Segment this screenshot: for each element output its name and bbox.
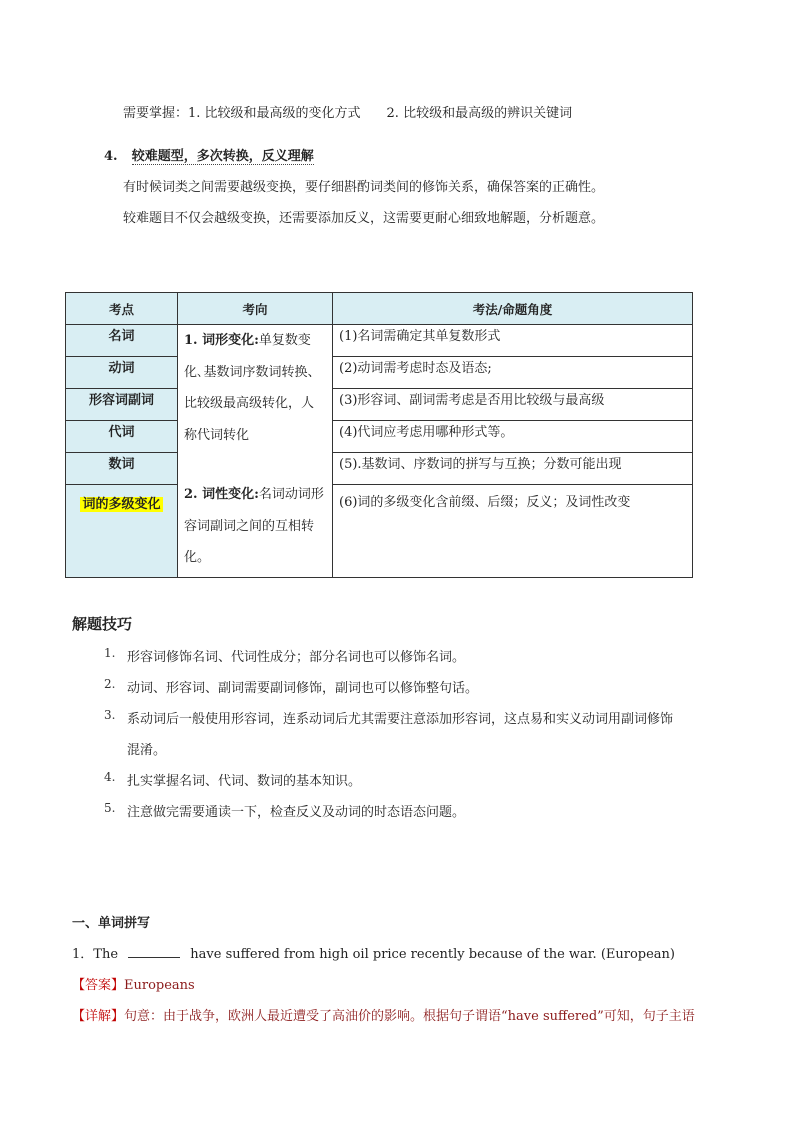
answer-line <box>72 974 195 993</box>
point-multilevel <box>66 485 178 578</box>
point-adj-adv: 形容词副词 <box>66 389 178 421</box>
detail-text: 句意：由于战争，欧洲人最近遭受了高油价的影响。根据句子谓语“have suffered”可知，句子主语 <box>124 1009 695 1024</box>
table-row <box>66 325 693 357</box>
table-header-row <box>66 293 693 325</box>
tip-item-3 <box>104 708 674 727</box>
header-method: 考法/命题角度 <box>333 293 693 325</box>
method-1: (1)名词需确定其单复数形式 <box>333 325 693 357</box>
table-row <box>66 421 693 453</box>
exam-points-table <box>65 292 693 578</box>
tip-text: 系动词后一般使用形容词，连系动词后尤其需要注意添加形容词，这点易和实义动词用副词修饰 <box>127 712 674 727</box>
tip-text: 动词、形容词、副词需要副词修饰，副词也可以修饰整句话。 <box>127 681 479 696</box>
item4-heading <box>104 145 314 164</box>
tip-item-1 <box>104 646 466 665</box>
direction-block-1 <box>184 325 326 451</box>
answer-value: Europeans <box>124 978 195 993</box>
header-direction: 考向 <box>178 293 333 325</box>
item4-paragraph-2: 较难题目不仅会越级变换，还需要添加反义，这需要更耐心细致地解题，分析题意。 <box>123 211 605 226</box>
direction-block-2 <box>184 479 326 574</box>
direction2-label: 2. 词性变化: <box>184 487 259 502</box>
item4-paragraph-1: 有时候词类之间需要越级变换，要仔细斟酌词类间的修饰关系，确保答案的正确性。 <box>123 180 605 195</box>
tip-text: 注意做完需要通读一下，检查反义及动词的时态语态问题。 <box>127 805 466 820</box>
tip-number: 3. <box>104 708 116 722</box>
method-6: (6)词的多级变化含前缀、后缀；反义；及词性改变 <box>333 485 693 578</box>
tip-item-4 <box>104 770 362 789</box>
direction1-text: 单复数变化､基数词序数词转换、比较级最高级转化，人称代词转化 <box>184 333 321 443</box>
method-4: (4)代词应考虑用哪种形式等。 <box>333 421 693 453</box>
answer-blank <box>128 946 180 958</box>
tip-item-3-continued: 混淆。 <box>127 743 167 758</box>
item4-title: 较难题型，多次转换，反义理解 <box>131 149 314 164</box>
tip-number: 5. <box>104 801 116 815</box>
header-point: 考点 <box>66 293 178 325</box>
point-pronoun: 代词 <box>66 421 178 453</box>
mastery-line: 需要掌握：1. 比较级和最高级的变化方式 2. 比较级和最高级的辨识关键词 <box>123 106 573 121</box>
tip-item-2 <box>104 677 479 696</box>
tip-number: 4. <box>104 770 116 784</box>
direction1-label: 1. 词形变化: <box>184 333 259 348</box>
point-verb: 动词 <box>66 357 178 389</box>
direction2-text: 名词动词形容词副词之间的互相转化。 <box>184 487 324 565</box>
question-text: have suffered from high oil price recently because of the war. (European) <box>190 947 676 962</box>
point-multilevel-highlight: 词的多级变化 <box>82 497 161 512</box>
direction-cell <box>178 325 333 578</box>
question-1 <box>72 943 675 962</box>
exercise-section-title: 一、单词拼写 <box>72 916 151 931</box>
tip-number: 2. <box>104 677 116 691</box>
detail-tag: 【详解】 <box>72 1009 125 1024</box>
method-2: (2)动词需考虑时态及语态; <box>333 357 693 389</box>
tip-item-5 <box>104 801 466 820</box>
table-row <box>66 453 693 485</box>
item4-number: 4. <box>104 149 118 164</box>
method-3: (3)形容词、副词需考虑是否用比较级与最高级 <box>333 389 693 421</box>
point-noun: 名词 <box>66 325 178 357</box>
tips-title: 解题技巧 <box>72 615 133 633</box>
table-row <box>66 357 693 389</box>
point-numeral: 数词 <box>66 453 178 485</box>
method-5: (5).基数词、序数词的拼写与互换；分数可能出现 <box>333 453 693 485</box>
question-number: 1．The <box>72 947 119 962</box>
detail-line <box>72 1005 695 1024</box>
table-row <box>66 485 693 578</box>
tip-text: 扎实掌握名词、代词、数词的基本知识。 <box>127 774 362 789</box>
tip-number: 1. <box>104 646 116 660</box>
table-row <box>66 389 693 421</box>
tip-text: 形容词修饰名词、代词性成分；部分名词也可以修饰名词。 <box>127 650 466 665</box>
answer-tag: 【答案】 <box>72 978 125 993</box>
